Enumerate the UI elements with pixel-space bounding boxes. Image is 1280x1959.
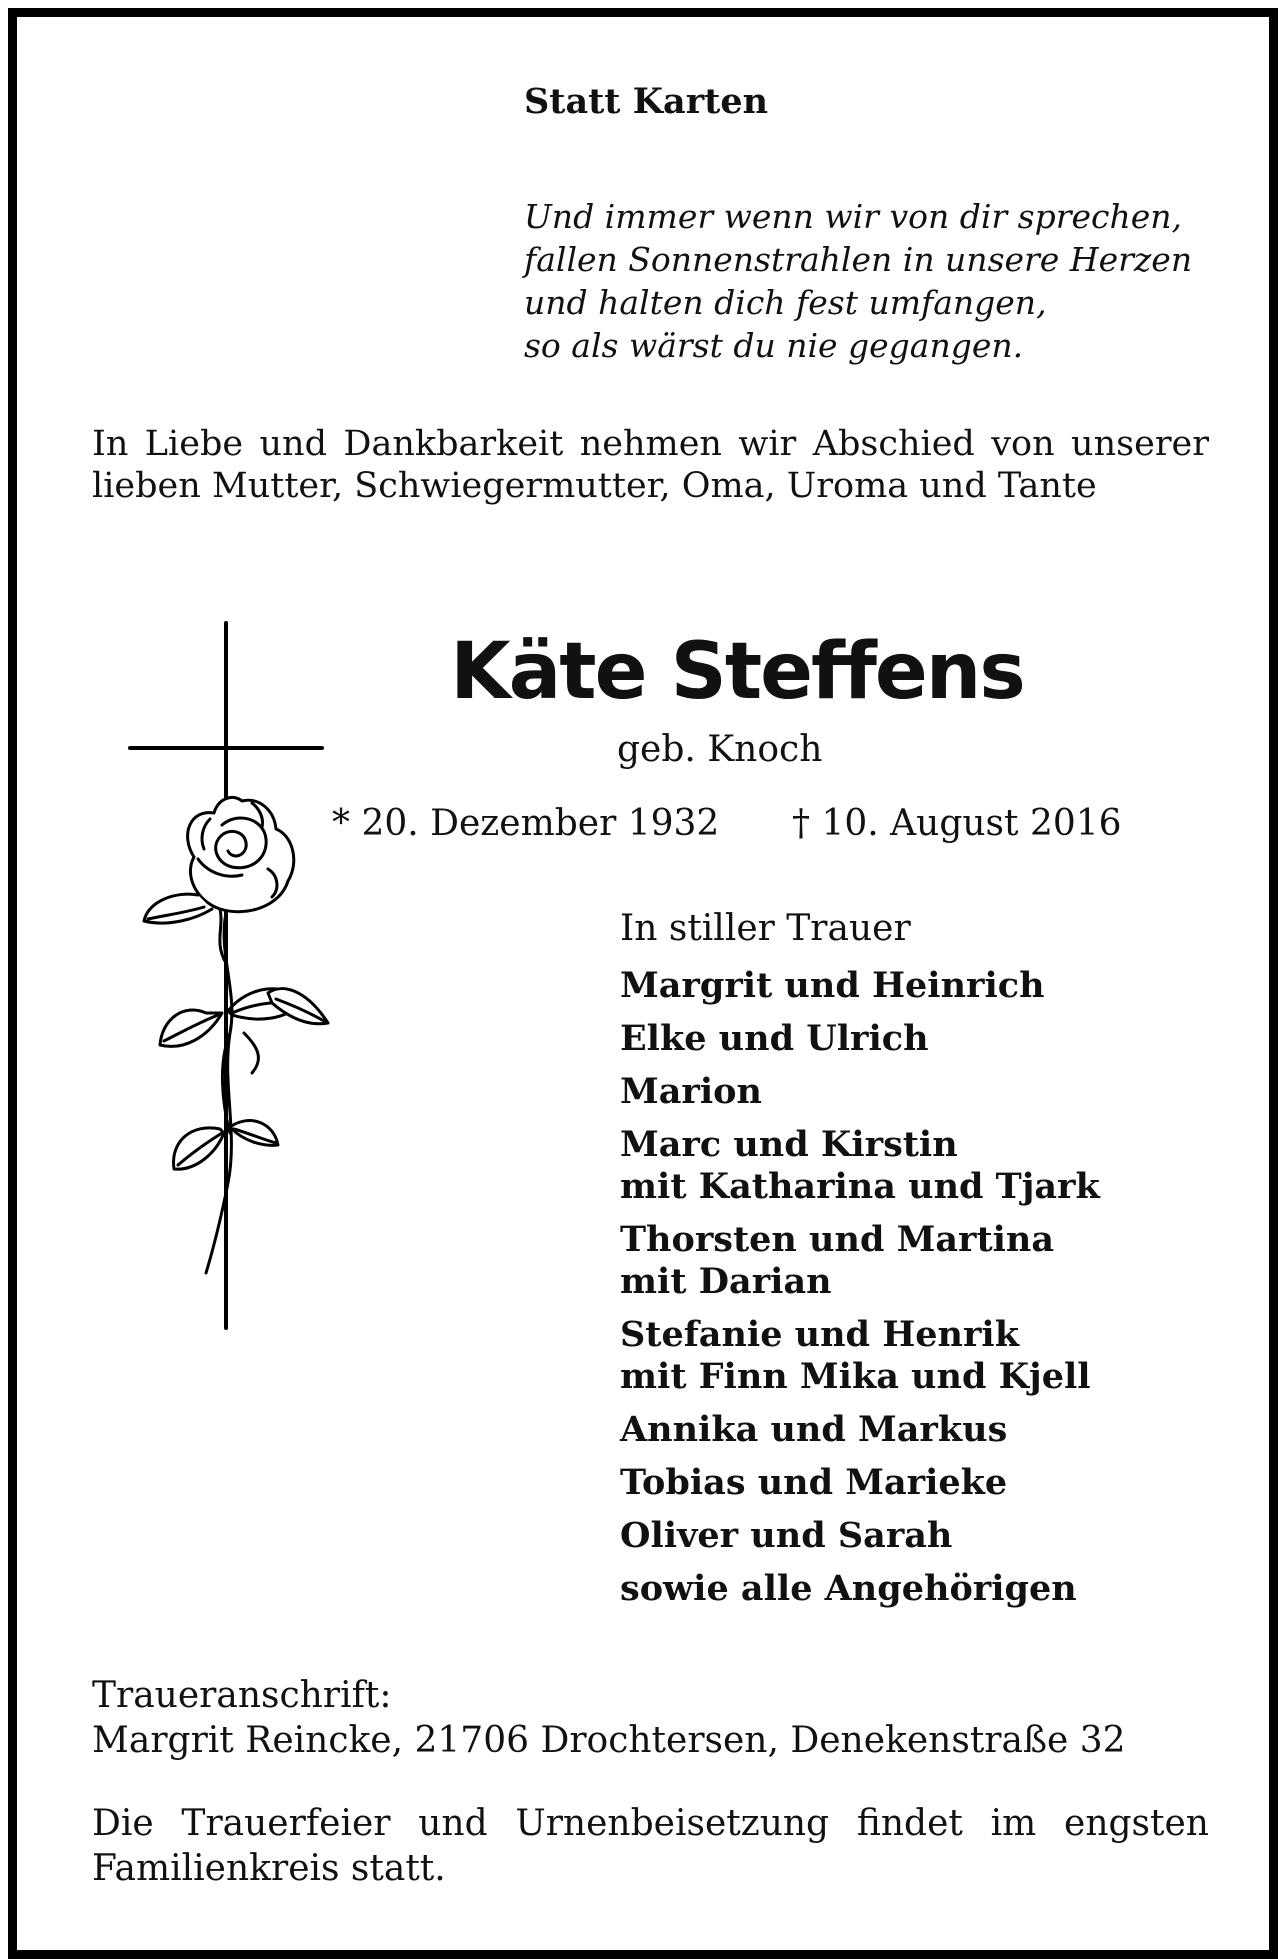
death-date: † 10. August 2016 [792,803,1122,844]
mourning-intro: In stiller Trauer [620,908,911,949]
poem [524,195,1192,367]
address-text: Margrit Reincke, 21706 Drochtersen, Denekenstraße 32 [92,1720,1126,1761]
mourner-entry: Annika und Markus [620,1409,1008,1450]
cross-with-rose-icon [92,613,342,1333]
obituary-notice [8,8,1278,1959]
maiden-name: geb. Knoch [617,729,823,770]
mourner-entry: Oliver und Sarah [620,1515,953,1556]
mourners-list [620,965,1100,1610]
mourning-address [92,1673,1126,1763]
mourners-block [620,907,1100,1610]
mourner-entry: Stefanie und Henrik [620,1314,1019,1355]
funeral-notice: Die Trauerfeier und Urnenbeisetzung findet im engsten Familienkreis statt. [92,1803,1209,1889]
heading: Statt Karten [524,81,769,122]
address-label: Traueranschrift: [92,1675,392,1716]
mourner-entry: Tobias und Marieke [620,1462,1008,1503]
mourner-entry: sowie alle Angehörigen [620,1568,1077,1609]
poem-line: und halten dich fest umfangen, [524,283,1047,322]
poem-line: fallen Sonnenstrahlen in unsere Herzen [524,240,1193,279]
mourner-entry-children: mit Finn Mika und Kjell [620,1356,1091,1397]
mourner-entry: Thorsten und Martina [620,1219,1055,1260]
mourner-entry: Marc und Kirstin [620,1124,958,1165]
mourner-entry: Elke und Ulrich [620,1018,929,1059]
poem-line: Und immer wenn wir von dir sprechen, [524,197,1183,236]
mourner-entry: Marion [620,1071,762,1112]
mourner-entry-children: mit Darian [620,1261,832,1302]
birth-date: * 20. Dezember 1932 [332,803,720,844]
deceased-name: Käte Steffens [450,627,1024,717]
intro-text: In Liebe und Dankbarkeit nehmen wir Abschied von unserer lieben Mutter, Schwiegermutter, Oma, Uroma und Tante [92,424,1209,506]
mourner-entry-children: mit Katharina und Tjark [620,1166,1100,1207]
mourner-entry: Margrit und Heinrich [620,965,1045,1006]
poem-line: so als wärst du nie gegangen. [524,326,1024,365]
